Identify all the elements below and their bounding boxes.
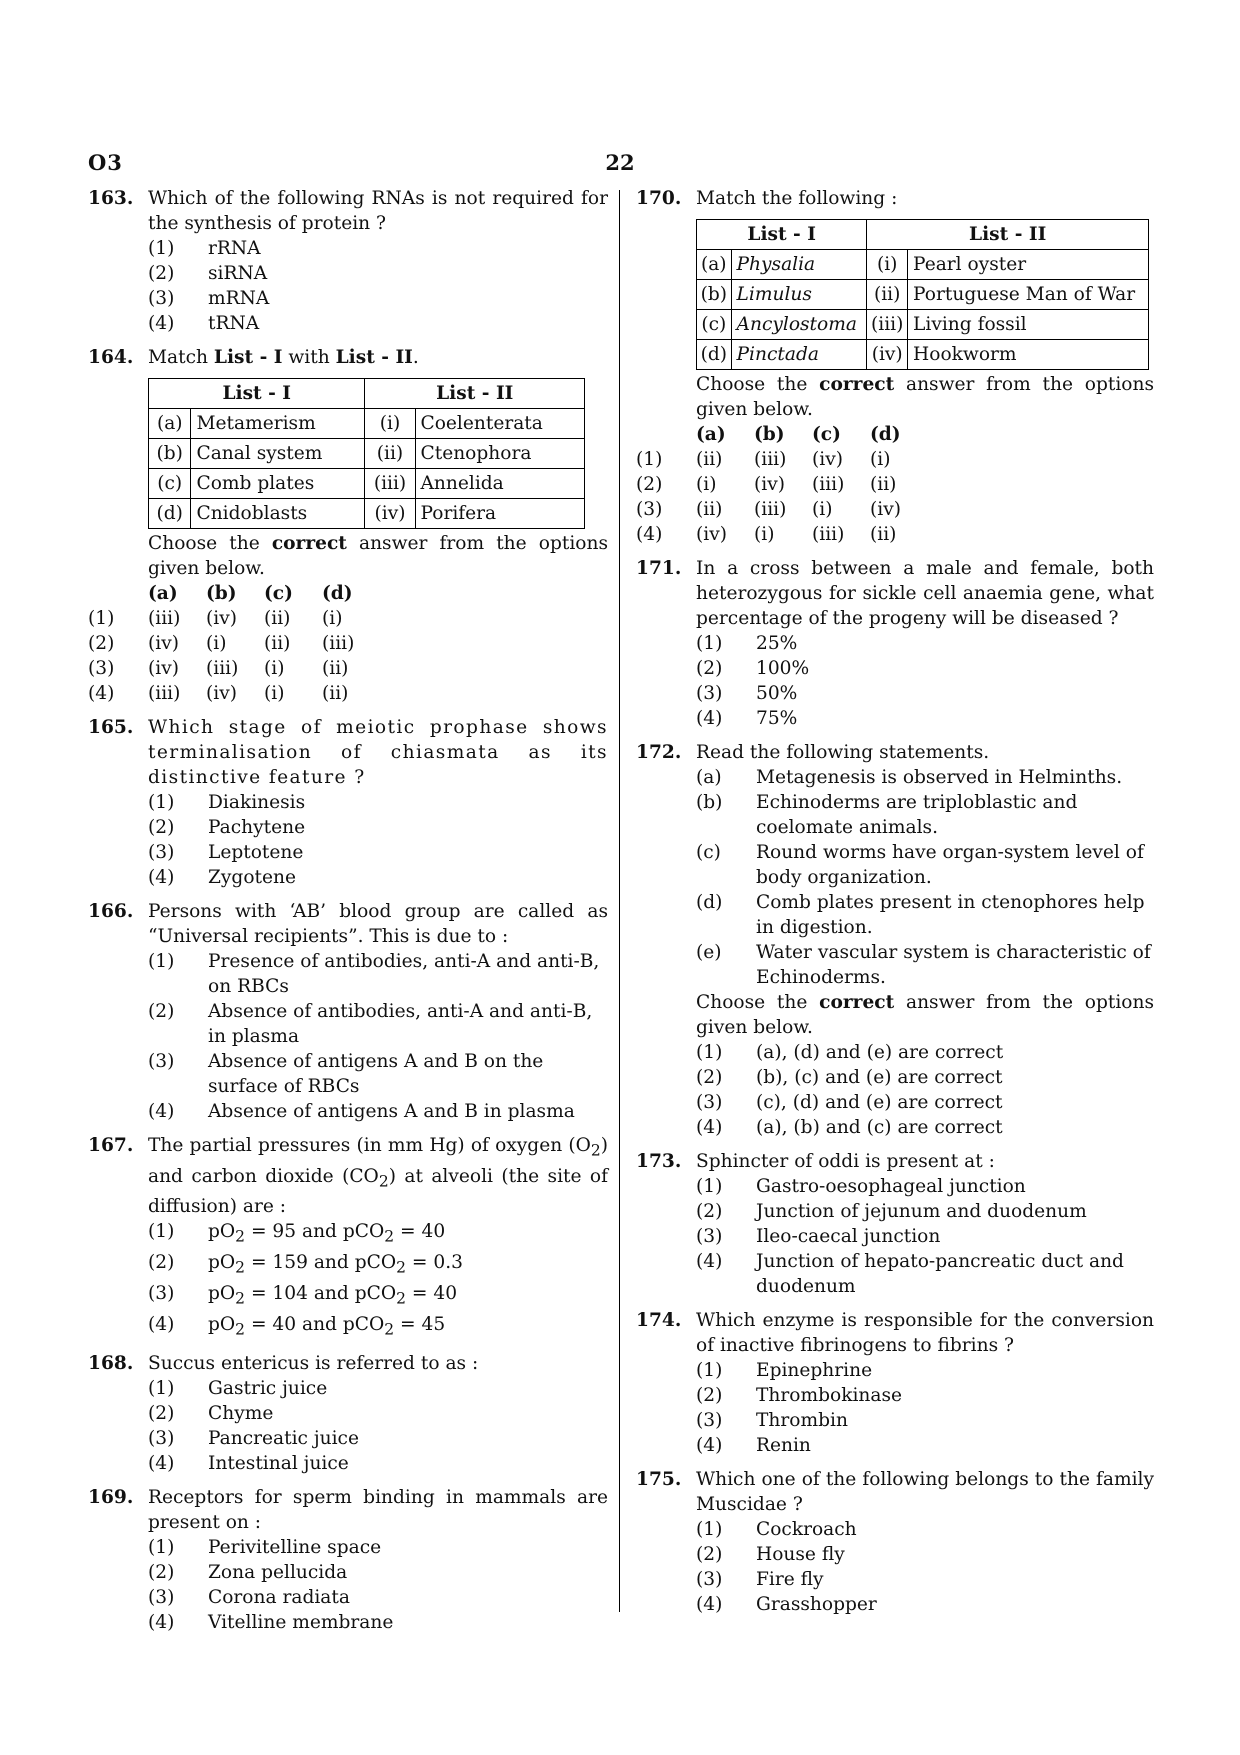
option[interactable]: (3) mRNA — [148, 288, 270, 309]
option[interactable]: (1) — [88, 608, 115, 629]
options — [148, 236, 608, 336]
question-175 — [636, 1467, 1154, 1617]
question-number: 163. — [88, 188, 134, 209]
option[interactable]: (3) Absence of antigens A and B on the surface of RBCs — [148, 1051, 544, 1097]
question-165 — [88, 715, 608, 890]
question-text: Persons with ‘AB’ blood group are called as “Universal recipients”. This is due to : — [148, 901, 608, 947]
option[interactable]: (4) Zygotene — [148, 867, 296, 888]
option[interactable]: (4) Absence of antigens A and B in plasma — [148, 1101, 575, 1122]
option[interactable]: (3) Corona radiata — [148, 1587, 350, 1609]
option[interactable]: (2) Absence of antibodies, anti-A and anti-B, in plasma — [148, 1001, 593, 1047]
option[interactable]: (2) (b), (c) and (e) are correct — [696, 1067, 1003, 1088]
table-row: (c) Ancylostoma (iii) Living fossil — [697, 310, 1149, 340]
table-header: List - II — [867, 220, 1149, 250]
instruction-text: Choose the correct answer from the options given below. — [696, 992, 1154, 1038]
question-text: Match List - I with List - II. — [148, 347, 419, 368]
option[interactable]: (2) Chyme — [148, 1403, 274, 1425]
option[interactable]: (3) $pO_2 = 104$ and pCO$_2$ = 40 — [148, 1282, 458, 1308]
question-number: 171. — [636, 558, 682, 579]
match-table — [148, 378, 585, 529]
option[interactable]: (4) — [88, 683, 115, 704]
question-173 — [636, 1149, 1154, 1299]
option[interactable]: (1) Epinephrine — [696, 1360, 873, 1381]
question-text: In a cross between a male and female, both heterozygous for sickle cell anaemia gene, what percentage of the progeny will be diseased ? — [696, 558, 1154, 629]
question-number: 167. — [88, 1135, 134, 1156]
question-number: 173. — [636, 1151, 682, 1172]
option[interactable]: (4) $pO_2 = 40$ and pCO$_2$ = 45 — [148, 1313, 446, 1339]
option[interactable]: (3) — [636, 499, 663, 520]
option[interactable]: (3) 50% — [696, 683, 798, 704]
question-171 — [636, 556, 1154, 731]
question-text: The partial pressures (in mm Hg) of oxygen $(O_2)$ and carbon dioxide $(CO_2)$ at alveoli (the site of diffusion) are : — [148, 1135, 608, 1218]
statement: (b) Echinoderms are triploblastic and coelomate animals. — [696, 792, 1078, 838]
question-number: 166. — [88, 901, 134, 922]
statement: (d) Comb plates present in ctenophores help in digestion. — [696, 892, 1145, 938]
question-text: Read the following statements. — [696, 742, 990, 763]
table-header: List - I — [149, 379, 365, 409]
instruction-text: Choose the correct answer from the options given below. — [696, 374, 1154, 420]
question-number: 169. — [88, 1487, 134, 1509]
statement: (e) Water vascular system is characteristic of Echinoderms. — [696, 942, 1151, 988]
option[interactable]: (4) Vitelline membrane — [148, 1612, 394, 1634]
question-number: 170. — [636, 188, 682, 209]
option[interactable]: (4) — [636, 524, 663, 545]
question-text: Sphincter of oddi is present at : — [696, 1151, 995, 1172]
answer-grid: (a) (b) (c) (d) (1) (iii) (iv) (ii) (i) (2) (iv) (i) (ii) (iii) (3) (iv) (iii) (i) (ii) (4) (iii) (iv) (i) (ii) — [88, 583, 355, 704]
question-172 — [636, 740, 1154, 1140]
question-166 — [88, 899, 608, 1124]
option[interactable]: (4) tRNA — [148, 313, 260, 334]
option[interactable]: (1) rRNA — [148, 238, 261, 259]
column-divider — [619, 190, 620, 1612]
option[interactable]: (3) (c), (d) and (e) are correct — [696, 1092, 1003, 1113]
option[interactable]: (4) (a), (b) and (c) are correct — [696, 1117, 1003, 1138]
option[interactable]: (2) Pachytene — [148, 817, 306, 838]
option[interactable]: (2) 100% — [696, 658, 810, 679]
page-header — [88, 150, 1152, 180]
question-text: Which one of the following belongs to the family Muscidae ? — [696, 1469, 1154, 1515]
question-163 — [88, 186, 608, 336]
question-169 — [88, 1485, 608, 1635]
option[interactable]: (1) 25% — [696, 633, 798, 654]
option[interactable]: (1) (a), (d) and (e) are correct — [696, 1042, 1004, 1063]
option[interactable]: (2) Thrombokinase — [696, 1385, 903, 1406]
option[interactable]: (2) $pO_2 = 159$ and pCO$_2$ = 0.3 — [148, 1252, 463, 1277]
option[interactable]: (1) Presence of antibodies, anti-A and anti-B, on RBCs — [148, 951, 600, 997]
question-text: Receptors for sperm binding in mammals are present on : — [148, 1487, 608, 1534]
table-row: (b) Limulus (ii) Portuguese Man of War — [697, 280, 1149, 310]
table-header: List - I — [697, 220, 867, 250]
statement: (c) Round worms have organ-system level of body organization. — [696, 842, 1144, 888]
question-number: 174. — [636, 1310, 682, 1331]
table-row: (a) Metamerism (i) Coelenterata — [149, 409, 585, 439]
question-text: Which of the following RNAs is not required for the synthesis of protein ? — [148, 188, 608, 234]
option[interactable]: (4) Junction of hepato-pancreatic duct and duodenum — [696, 1251, 1124, 1297]
option[interactable]: (4) Renin — [696, 1435, 811, 1456]
question-number: 175. — [636, 1469, 682, 1490]
question-text: Which enzyme is responsible for the conversion of inactive fibrinogens to fibrins ? — [696, 1310, 1154, 1356]
table-row: (d) Pinctada (iv) Hookworm — [697, 340, 1149, 370]
option[interactable]: (3) Ileo-caecal junction — [696, 1226, 941, 1247]
question-text: Match the following : — [696, 188, 898, 209]
question-174 — [636, 1308, 1154, 1458]
table-row: (c) Comb plates (iii) Annelida — [149, 469, 585, 499]
question-number: 165. — [88, 717, 134, 738]
right-column — [636, 186, 1154, 1626]
instruction-text: Choose the correct answer from the options given below. — [148, 533, 608, 579]
left-column — [88, 186, 608, 1644]
table-row: (d) Cnidoblasts (iv) Porifera — [149, 499, 585, 529]
option[interactable]: (2) Junction of jejunum and duodenum — [696, 1201, 1087, 1222]
answer-grid: (a) (b) (c) (d) (1) (ii) (iii) (iv) (i) (2) (i) (iv) (iii) (ii) (3) (ii) (iii) (i) (iv) (4) (iv) (i) (iii) (ii) — [636, 424, 901, 545]
option[interactable]: (1) — [636, 449, 663, 470]
table-row: (a) Physalia (i) Pearl oyster — [697, 250, 1149, 280]
match-table — [696, 219, 1149, 370]
question-167 — [88, 1133, 608, 1342]
question-number: 164. — [88, 347, 134, 368]
page-number: 22 — [605, 150, 635, 175]
option[interactable]: (4) Intestinal juice — [148, 1453, 349, 1475]
question-number: 172. — [636, 742, 682, 763]
question-170 — [636, 186, 1154, 547]
question-164 — [88, 345, 608, 706]
question-text: Which stage of meiotic prophase shows terminalisation of chiasmata as its distinctive feature ? — [148, 717, 608, 788]
table-row: (b) Canal system (ii) Ctenophora — [149, 439, 585, 469]
option[interactable]: (2) House fly — [696, 1544, 845, 1565]
option[interactable]: (1) Gastric juice — [148, 1378, 328, 1400]
option[interactable]: (3) Thrombin — [696, 1410, 848, 1431]
option[interactable]: (2) siRNA — [148, 263, 268, 284]
booklet-code: O3 — [88, 150, 123, 175]
option[interactable]: (2) — [636, 474, 663, 495]
option[interactable]: (1) Gastro-oesophageal junction — [696, 1176, 1026, 1197]
option[interactable]: (2) Zona pellucida — [148, 1562, 348, 1584]
option[interactable]: (1) Perivitelline space — [148, 1537, 382, 1559]
option[interactable]: (1) $pO_2 = 95$ and pCO$_2$ = 40 — [148, 1221, 446, 1247]
option[interactable]: (1) Diakinesis — [148, 792, 306, 813]
option[interactable]: (3) — [88, 658, 115, 679]
option[interactable]: (4) Grasshopper — [696, 1594, 877, 1615]
option[interactable]: (3) Fire fly — [696, 1569, 824, 1590]
question-text: Succus entericus is referred to as : — [148, 1353, 479, 1375]
option[interactable]: (2) — [88, 633, 115, 654]
table-header: List - II — [365, 379, 585, 409]
option[interactable]: (3) Pancreatic juice — [148, 1428, 359, 1450]
statement: (a) Metagenesis is observed in Helminths. — [696, 767, 1123, 788]
question-number: 168. — [88, 1353, 134, 1375]
option[interactable]: (3) Leptotene — [148, 842, 304, 863]
option[interactable]: (4) 75% — [696, 708, 798, 729]
question-168 — [88, 1351, 608, 1476]
option[interactable]: (1) Cockroach — [696, 1519, 857, 1540]
